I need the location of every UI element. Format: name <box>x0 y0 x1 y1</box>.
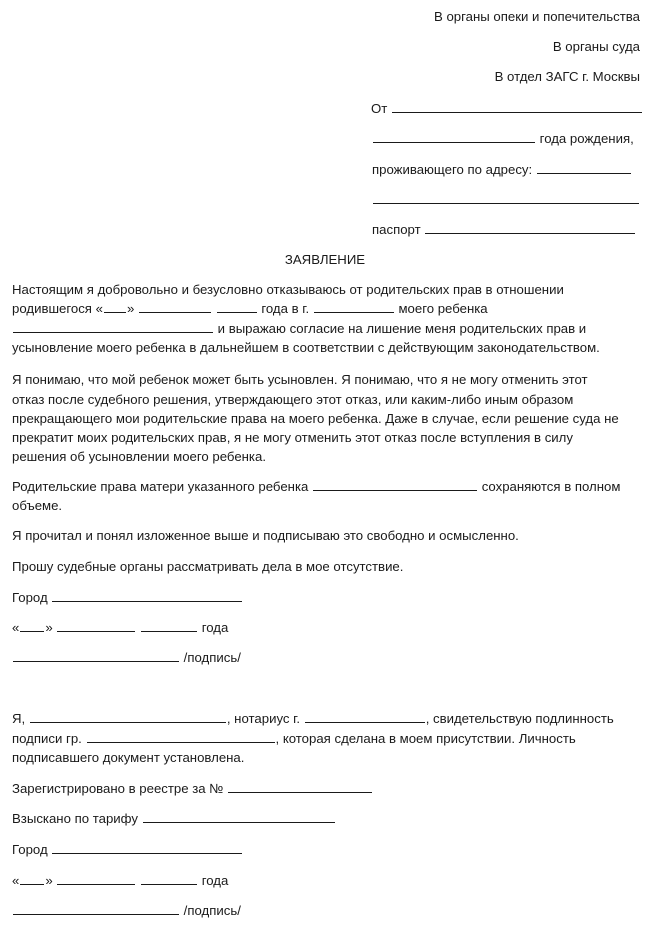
consent-text: и выражаю согласие на лишение меня родительских прав и <box>217 321 587 336</box>
birth-year-blank[interactable] <box>217 301 257 313</box>
notary-i-label: Я, <box>12 711 26 726</box>
paragraph-1-line-3 <box>12 321 586 337</box>
registry-label: Зарегистрировано в реестре за № <box>12 781 224 796</box>
tariff-line <box>12 811 336 827</box>
tariff-label: Взыскано по тарифу <box>12 811 138 826</box>
registry-number-blank[interactable] <box>228 781 372 793</box>
city-label: Город <box>12 590 48 605</box>
presence-label: , которая сделана в моем присутствии. Личность <box>275 731 576 746</box>
passport-line <box>372 222 636 238</box>
paragraph-1-line-1: Настоящим я добровольно и безусловно отказываюсь от родительских прав в отношении <box>12 282 564 297</box>
paragraph-4: Я прочитал и понял изложенное выше и подписываю это свободно и осмысленно. <box>12 528 519 543</box>
from-name-blank[interactable] <box>392 101 642 113</box>
address-label: проживающего по адресу: <box>372 162 533 177</box>
year-blank[interactable] <box>141 620 197 632</box>
birth-date-blank[interactable] <box>373 131 535 143</box>
birth-month-blank[interactable] <box>139 301 211 313</box>
applicant-signature-line <box>12 650 241 666</box>
paragraph-5: Прошу судебные органы рассматривать дела в мое отсутствие. <box>12 559 404 574</box>
citizen-name-blank[interactable] <box>87 731 275 743</box>
address-blank[interactable] <box>537 162 631 174</box>
paragraph-3-line-2: объеме. <box>12 498 63 513</box>
notary-line-3: подписавшего документ установлена. <box>12 750 245 765</box>
signature-of-label: подписи гр. <box>12 731 82 746</box>
year-label: года <box>201 620 229 635</box>
signature-blank[interactable] <box>13 650 179 662</box>
addressee-court: В органы суда <box>552 39 640 54</box>
tariff-blank[interactable] <box>143 811 335 823</box>
month-blank[interactable] <box>57 620 135 632</box>
notary-line-2 <box>12 731 576 747</box>
city-label: Город <box>12 842 48 857</box>
document-title: ЗАЯВЛЕНИЕ <box>284 252 366 267</box>
certify-label: , свидетельствую подлинность <box>425 711 614 726</box>
from-line <box>371 101 643 117</box>
my-child-label: моего ребенка <box>398 301 488 316</box>
mother-name-blank[interactable] <box>313 479 477 491</box>
birth-day-blank[interactable] <box>104 301 126 313</box>
notary-date-line <box>12 873 228 889</box>
signature-label: /подпись/ <box>183 650 241 665</box>
from-label: От <box>371 101 388 116</box>
paragraph-2-line-4: прекратит моих родительских прав, я не могу отменить этот отказ после вступления в силу <box>12 430 573 445</box>
quote-open: « <box>12 620 20 635</box>
quote-close: » <box>45 873 53 888</box>
signature-label: /подпись/ <box>183 903 241 918</box>
quote-close: » <box>45 620 53 635</box>
paragraph-1-line-4: усыновление моего ребенка в дальнейшем в соответствии с действующим законодательством. <box>12 340 600 355</box>
paragraph-3-line-1 <box>12 479 620 495</box>
registry-line <box>12 781 373 797</box>
passport-blank[interactable] <box>425 222 635 234</box>
paragraph-2-line-1: Я понимаю, что мой ребенок может быть усыновлен. Я понимаю, что я не могу отменить этот <box>12 372 588 387</box>
notary-signature-line <box>12 903 241 919</box>
addressee-guardianship: В органы опеки и попечительства <box>434 9 640 24</box>
born-label: родившегося « <box>12 301 103 316</box>
address-line-2 <box>372 192 640 208</box>
applicant-city-line <box>12 590 243 606</box>
notary-city-label: , нотариус г. <box>226 711 301 726</box>
day-blank[interactable] <box>20 873 44 885</box>
year-blank[interactable] <box>141 873 197 885</box>
notary-line-1 <box>12 711 614 727</box>
paragraph-2-line-3: прекращающего мои родительские права на моего ребенка. Даже в случае, если решение суда не <box>12 411 619 426</box>
day-blank[interactable] <box>20 620 44 632</box>
paragraph-2-line-2: отказ после судебного решения, утверждающего этот отказ, или каким-либо иным образом <box>12 392 574 407</box>
birth-city-blank[interactable] <box>314 301 394 313</box>
birth-year-line <box>372 131 634 147</box>
quote-open: « <box>12 873 20 888</box>
notary-city-blank[interactable] <box>305 711 425 723</box>
notary-city-line <box>12 842 243 858</box>
passport-label: паспорт <box>372 222 421 237</box>
month-blank[interactable] <box>57 873 135 885</box>
city-blank[interactable] <box>52 590 242 602</box>
birth-year-label: года рождения, <box>539 131 634 146</box>
retained-label: сохраняются в полном <box>481 479 621 494</box>
signature-blank[interactable] <box>13 903 179 915</box>
quote-close: » <box>126 301 135 316</box>
address-blank-2[interactable] <box>373 192 639 204</box>
year-label: года <box>201 873 229 888</box>
year-in-city-label: года в г. <box>261 301 310 316</box>
child-name-blank[interactable] <box>13 321 213 333</box>
paragraph-2-line-5: решения об усыновлении моего ребенка. <box>12 449 266 464</box>
address-line <box>372 162 632 178</box>
mother-rights-label: Родительские права матери указанного ребенка <box>12 479 309 494</box>
applicant-date-line <box>12 620 228 636</box>
city-blank[interactable] <box>52 842 242 854</box>
paragraph-1-line-2 <box>12 301 488 317</box>
notary-name-blank[interactable] <box>30 711 226 723</box>
addressee-registry: В отдел ЗАГС г. Москвы <box>494 69 640 84</box>
